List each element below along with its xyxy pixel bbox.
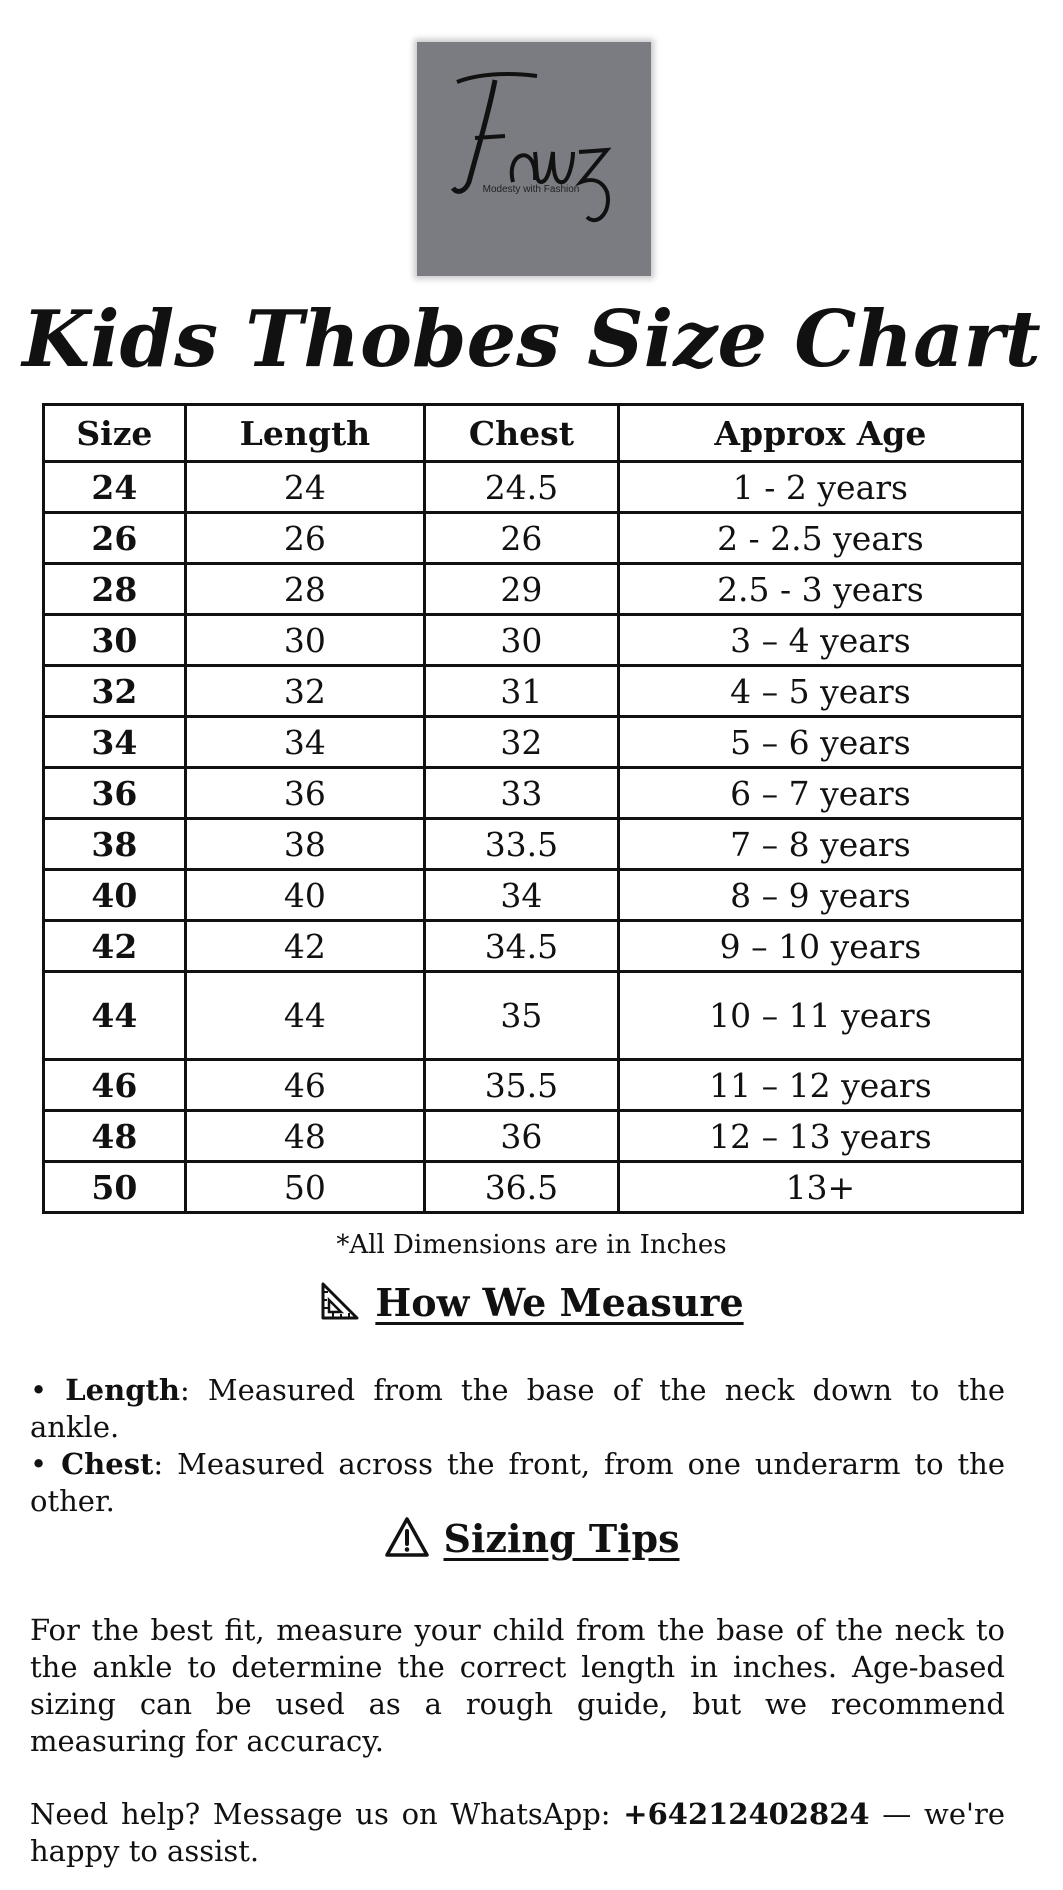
how-we-measure-heading	[0, 1280, 1063, 1325]
header-size: Size	[44, 405, 186, 462]
page-title: Kids Thobes Size Chart	[22, 294, 1041, 385]
cell-size: 26	[44, 513, 186, 564]
table-row	[44, 972, 1023, 1060]
warning-triangle-icon	[384, 1516, 430, 1558]
cell-age: 12 – 13 years	[618, 1111, 1022, 1162]
cell-chest: 33.5	[425, 819, 619, 870]
chest-description: : Measured across the front, from one underarm to the other.	[30, 1447, 1005, 1518]
table-row	[44, 1111, 1023, 1162]
cell-chest: 34	[425, 870, 619, 921]
cell-chest: 35.5	[425, 1060, 619, 1111]
cell-age: 9 – 10 years	[618, 921, 1022, 972]
brand-logo	[417, 42, 651, 276]
cell-chest: 32	[425, 717, 619, 768]
whatsapp-number: +64212402824	[623, 1797, 870, 1831]
length-description: : Measured from the base of the neck down to the ankle.	[30, 1373, 1005, 1444]
help-paragraph	[30, 1796, 1005, 1870]
cell-size: 40	[44, 870, 186, 921]
cell-chest: 35	[425, 972, 619, 1060]
cell-size: 38	[44, 819, 186, 870]
chest-label: Chest	[61, 1447, 154, 1481]
cell-size: 44	[44, 972, 186, 1060]
cell-length: 46	[185, 1060, 424, 1111]
set-square-ruler-icon	[319, 1280, 361, 1322]
cell-age: 1 - 2 years	[618, 462, 1022, 513]
cell-length: 28	[185, 564, 424, 615]
cell-length: 26	[185, 513, 424, 564]
cell-size: 24	[44, 462, 186, 513]
table-row	[44, 1162, 1023, 1213]
cell-size: 28	[44, 564, 186, 615]
cell-length: 48	[185, 1111, 424, 1162]
list-item: • Chest: Measured across the front, from one underarm to the other.	[30, 1447, 1005, 1518]
dimensions-note: *All Dimensions are in Inches	[336, 1230, 727, 1260]
help-suffix: — we're happy to assist.	[30, 1797, 1005, 1868]
table-row	[44, 921, 1023, 972]
header-age: Approx Age	[618, 405, 1022, 462]
cell-size: 48	[44, 1111, 186, 1162]
header-chest: Chest	[425, 405, 619, 462]
cell-age: 4 – 5 years	[618, 666, 1022, 717]
cell-size: 46	[44, 1060, 186, 1111]
table-row	[44, 768, 1023, 819]
cell-length: 38	[185, 819, 424, 870]
cell-length: 50	[185, 1162, 424, 1213]
cell-chest: 33	[425, 768, 619, 819]
cell-chest: 31	[425, 666, 619, 717]
cell-size: 50	[44, 1162, 186, 1213]
cell-chest: 30	[425, 615, 619, 666]
help-prefix: Need help? Message us on WhatsApp:	[30, 1797, 624, 1831]
cell-size: 42	[44, 921, 186, 972]
cell-chest: 36	[425, 1111, 619, 1162]
list-item: • Length: Measured from the base of the neck down to the ankle.	[30, 1373, 1005, 1444]
cell-age: 6 – 7 years	[618, 768, 1022, 819]
cell-chest: 24.5	[425, 462, 619, 513]
cell-length: 24	[185, 462, 424, 513]
sizing-tips-heading	[0, 1516, 1063, 1561]
cell-age: 5 – 6 years	[618, 717, 1022, 768]
cell-age: 7 – 8 years	[618, 819, 1022, 870]
table-row	[44, 564, 1023, 615]
table-row	[44, 666, 1023, 717]
cell-length: 44	[185, 972, 424, 1060]
table-row	[44, 819, 1023, 870]
sizing-tips-title: Sizing Tips	[443, 1516, 680, 1561]
table-row	[44, 615, 1023, 666]
sizing-tips-paragraph: For the best fit, measure your child from the base of the neck to the ankle to determine the correct length in inches. Age-based sizing can be used as a rough guide, but we recommend measuring for accuracy.	[30, 1613, 1005, 1758]
table-row	[44, 1060, 1023, 1111]
table-row	[44, 513, 1023, 564]
cell-chest: 36.5	[425, 1162, 619, 1213]
cell-age: 10 – 11 years	[618, 972, 1022, 1060]
cell-age: 11 – 12 years	[618, 1060, 1022, 1111]
cell-length: 34	[185, 717, 424, 768]
length-label: Length	[65, 1373, 180, 1407]
size-chart-table	[42, 403, 1024, 1214]
cell-age: 3 – 4 years	[618, 615, 1022, 666]
cell-age: 2 - 2.5 years	[618, 513, 1022, 564]
brand-tagline: Modesty with Fashion	[482, 184, 580, 195]
cell-size: 32	[44, 666, 186, 717]
how-we-measure-title: How We Measure	[375, 1280, 744, 1325]
cell-size: 36	[44, 768, 186, 819]
cell-chest: 34.5	[425, 921, 619, 972]
table-header-row	[44, 405, 1023, 462]
cell-chest: 26	[425, 513, 619, 564]
table-row	[44, 870, 1023, 921]
cell-age: 8 – 9 years	[618, 870, 1022, 921]
cell-length: 36	[185, 768, 424, 819]
cell-length: 42	[185, 921, 424, 972]
cell-chest: 29	[425, 564, 619, 615]
measure-bullets	[30, 1372, 1005, 1520]
cell-length: 32	[185, 666, 424, 717]
cell-size: 30	[44, 615, 186, 666]
header-length: Length	[185, 405, 424, 462]
table-row	[44, 462, 1023, 513]
cell-age: 2.5 - 3 years	[618, 564, 1022, 615]
cell-length: 30	[185, 615, 424, 666]
cell-size: 34	[44, 717, 186, 768]
cell-age: 13+	[618, 1162, 1022, 1213]
table-row	[44, 717, 1023, 768]
cell-length: 40	[185, 870, 424, 921]
